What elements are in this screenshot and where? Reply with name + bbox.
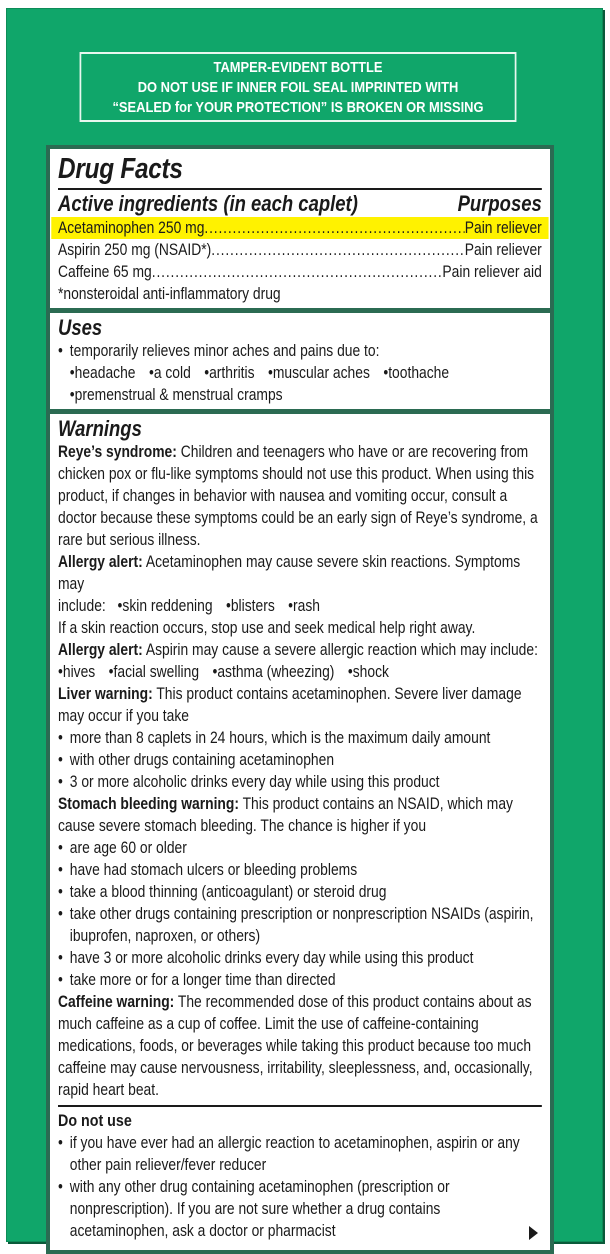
use-item: • arthritis [204, 364, 254, 382]
leader-dots [204, 217, 464, 239]
use-item: • toothache [383, 364, 449, 382]
liver-item: • 3 or more alcoholic drinks every day while using this product [58, 771, 542, 793]
do-not-use-title: Do not use [58, 1110, 132, 1130]
divider [58, 188, 542, 190]
tamper-line-2: DO NOT USE IF INNER FOIL SEAL IMPRINTED WITH [137, 79, 459, 96]
warnings-title: Warnings [58, 416, 142, 441]
reye-syndrome-warning: Reye’s syndrome: Children and teenagers who have or are recovering from chicken pox or flu-like symptoms should not use this product. When using this product, if changes in behavior with nausea and vomiting occur, consult a doctor because these symptoms could be an early sign of Reye’s syndrome, a rare but serious illness. [58, 443, 538, 549]
liver-item: • more than 8 caplets in 24 hours, which is the maximum daily amount [58, 727, 542, 749]
purposes-label: Purposes [457, 191, 542, 216]
leader-dots [152, 261, 443, 283]
warnings-section [50, 414, 550, 1250]
stomach-item: • take other drugs containing prescription or nonprescription NSAIDs (aspirin, ibuprofen, naproxen, or others) [58, 903, 542, 947]
stomach-item: • are age 60 or older [58, 837, 542, 859]
skin-reaction-symptoms: include: • skin reddening • blisters • rash [58, 595, 542, 617]
nsaid-footnote: *nonsteroidal anti-inflammatory drug [58, 285, 281, 303]
stomach-item: • take a blood thinning (anticoagulant) or steroid drug [58, 881, 542, 903]
drug-facts-title: Drug Facts [58, 153, 183, 185]
use-item: • premenstrual & menstrual cramps [70, 386, 283, 404]
uses-section [50, 313, 550, 409]
ingredient-row-caffeine: Caffeine 65 mg ..... Pain reliever aid [58, 261, 542, 283]
allergy-alert-aspirin: Allergy alert: Aspirin may cause a severe allergic reaction which may include: [58, 641, 538, 659]
aspirin-reaction-symptoms: • hives • facial swelling • asthma (wheezing) • shock [58, 661, 542, 683]
active-ingredients-header [58, 191, 542, 217]
tamper-line-1: TAMPER-EVIDENT BOTTLE [213, 59, 383, 76]
caffeine-warning: Caffeine warning: The recommended dose of this product contains about as much caffeine as a cup of coffee. Limit the use of caffeine-containing medications, foods, or beverages while taking this product because too much caffeine may cause nervousness, irritability, sleeplessness, and, occasionally, rapid heart beat. [58, 993, 533, 1099]
active-ingredients-section [50, 149, 550, 308]
uses-list [58, 362, 542, 384]
stomach-item: • take more or for a longer time than directed [58, 969, 542, 991]
use-item: • a cold [149, 364, 191, 382]
tamper-line-3: “SEALED for YOUR PROTECTION” IS BROKEN OR MISSING [112, 99, 484, 116]
use-item: • muscular aches [268, 364, 370, 382]
uses-intro: • temporarily relieves minor aches and pains due to: [58, 340, 542, 362]
skin-reaction-advice: If a skin reaction occurs, stop use and seek medical help right away. [58, 619, 476, 637]
drug-facts-panel [46, 145, 554, 1254]
ingredient-row-aspirin: Aspirin 250 mg (NSAID*) ..... Pain reliever [58, 239, 542, 261]
ingredient-row-acetaminophen: Acetaminophen 250 mg ..... Pain reliever [51, 217, 548, 239]
allergy-alert-acetaminophen: Allergy alert: Acetaminophen may cause severe skin reactions. Symptoms may [58, 553, 521, 593]
uses-title: Uses [58, 315, 103, 340]
leader-dots [211, 239, 464, 261]
stomach-item: • have had stomach ulcers or bleeding problems [58, 859, 542, 881]
use-item: • headache [70, 364, 136, 382]
uses-list-line-2 [58, 384, 542, 406]
continued-arrow-icon [529, 1226, 538, 1240]
do-not-use-item: • with any other drug containing acetaminophen (prescription or nonprescription). If you are not sure whether a drug contains acetaminophen, ask a doctor or pharmacist [58, 1176, 542, 1242]
liver-item: • with other drugs containing acetaminophen [58, 749, 542, 771]
stomach-item: • have 3 or more alcoholic drinks every day while using this product [58, 947, 542, 969]
liver-warning: Liver warning: This product contains acetaminophen. Severe liver damage may occur if you take [58, 685, 522, 725]
stomach-bleeding-warning: Stomach bleeding warning: This product contains an NSAID, which may cause severe stomach bleeding. The chance is higher if you [58, 795, 513, 835]
tamper-evident-notice [80, 52, 517, 122]
divider [58, 1105, 542, 1107]
active-ingredients-label: Active ingredients (in each caplet) [58, 191, 358, 216]
do-not-use-item: • if you have ever had an allergic reaction to acetaminophen, aspirin or any other pain reliever/fever reducer [58, 1132, 542, 1176]
